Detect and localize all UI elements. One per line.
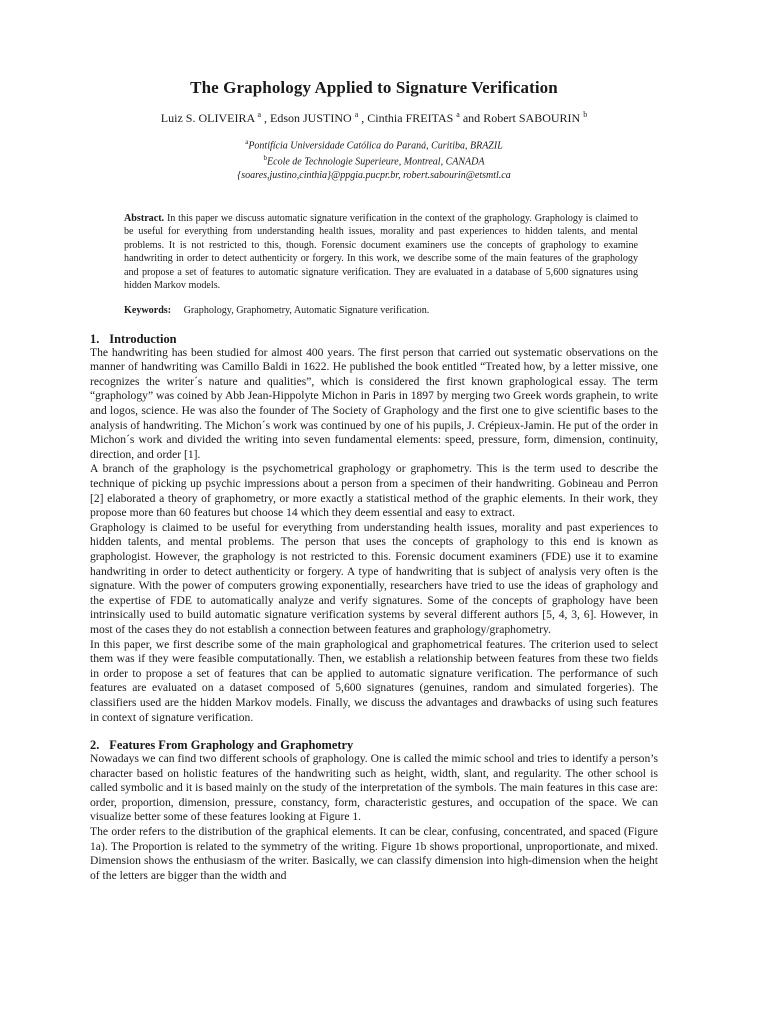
keywords-label: Keywords: (124, 304, 172, 316)
author-affil-mark: a (354, 110, 359, 119)
affiliation-line (90, 136, 658, 152)
keywords (124, 305, 638, 316)
author-name: Robert SABOURIN (483, 111, 581, 125)
author-name: Edson JUSTINO (270, 111, 352, 125)
affiliation-mark: a (245, 138, 249, 146)
abstract-text: In this paper we discuss automatic signature verification in the context of the graphology. Graphology is claimed to be useful for everything from understanding health issues, morality and past experiences to hidden talents, and mental problems. It is not restricted to this, though. Forensic document examiners use the concepts of graphology to examine handwriting in order to detect authenticity or forgery. In this work, we describe some of the main features of the graphology and propose a set of features to automatic signature verification. They are evaluated in a database of 5,600 signatures using hidden Markov models. (124, 212, 638, 292)
author-list (90, 110, 658, 126)
section-title: Introduction (109, 331, 177, 346)
abstract-label: Abstract. (124, 212, 165, 224)
affiliations (90, 136, 658, 182)
author-name: Luiz S. OLIVEIRA (160, 111, 255, 125)
body-paragraph: The handwriting has been studied for almost 400 years. The first person that carried out systematic observations on the manner of handwriting was Camillo Baldi in 1622. He published the book entitled “Treated how, by a letter missive, one recognizes the writer´s nature and qualities”, which is considered the first known graphological essay. The term “graphology” was coined by Abb Jean-Hippolyte Michon in Paris in 1897 by merging two Greek words graphein, to write and logos, science. He was also the founder of The Society of Graphology and the first one to give scientific bases to the analysis of handwriting. The Michon´s work was continued by one of his pupils, J. Crépieux-Jamin. He put of the order in Michon´s work and divided the writing into seven fundamental elements: speed, pressure, form, dimension, continuity, direction, and order [1]. (90, 345, 658, 461)
body-paragraph: In this paper, we first describe some of the main graphological and graphometrical features. The criterion used to select them was if they were feasible computationally. Then, we establish a relationship between features from these two fields in order to propose a set of features that can be applied to automatic signature verification. The performance of such features are evaluated on a dataset composed of 5,600 signatures (genuines, random and simulated forgeries). The classifiers used are the hidden Markov models. Finally, we discuss the advantages and drawbacks of using such features in context of signature verification. (90, 637, 658, 724)
section-heading-introduction (90, 332, 658, 346)
body-paragraph: A branch of the graphology is the psychometrical graphology or graphometry. This is the term used to describe the technique of picking up psychic impressions about a person from a specimen of their handwriting. Gobineau and Perron [2] elaborated a theory of graphometry, or more exactly a statistical method of the graphic elements. In their work, they propose more than 60 features but choose 14 which they deem essential and easy to extract. (90, 462, 658, 520)
author-affil-mark: b (583, 110, 588, 119)
affiliation-text: Ecole de Technologie Superieure, Montreal, CANADA (267, 156, 485, 168)
body-paragraph: Nowadays we can find two different schools of graphology. One is called the mimic school and tries to identify a person’s character based on holistic features of the handwriting such as height, width, slant, and regularity. The other school is called symbolic and it is based mainly on the study of the interpretation of the symbols. The main features in this case are: order, proportion, dimension, pressure, constancy, form, characteristic gestures, and occupation of the space. We can visualize better some of these features looking at Figure 1. (90, 752, 658, 824)
affiliation-line (90, 152, 658, 168)
affiliation-mark: b (263, 154, 268, 163)
section-number: 1. (90, 331, 100, 346)
section-title: Features From Graphology and Graphometry (109, 738, 354, 753)
keywords-text: Graphology, Graphometry, Automatic Signature verification. (183, 304, 430, 316)
author-separator: and (459, 111, 484, 125)
paper-title: The Graphology Applied to Signature Verification (190, 78, 558, 97)
author-separator: , (358, 111, 368, 125)
affiliation-text: Pontifícia Universidade Católica do Paraná, Curitiba, BRAZIL (248, 140, 503, 152)
author-name: Cinthia FREITAS (367, 111, 454, 125)
section-heading-features (90, 738, 658, 752)
section-number: 2. (90, 738, 100, 753)
author-separator: , (261, 111, 271, 125)
author-emails: {soares,justino,cinthia}@ppgia.pucpr.br, robert.sabourin@etsmtl.ca (237, 169, 511, 181)
author-affil-mark: a (456, 110, 460, 119)
body-paragraph: The order refers to the distribution of the graphical elements. It can be clear, confusing, concentrated, and spaced (Figure 1a). The Proportion is related to the symmetry of the writing. Figure 1b shows proportional, unproportionate, and mixed. Dimension shows the enthusiasm of the writer. Basically, we can classify dimension into high-dimension when the height of the letters are bigger than the width and (90, 825, 658, 882)
author-affil-mark: a (257, 110, 262, 119)
body-paragraph: Graphology is claimed to be useful for everything from understanding health issues, morality and past experiences to hidden talents, and mental problems. The person that uses the concepts of graphology to this end is known as graphologist. However, the graphology is not restricted to this. Forensic document examiners (FDE) use it to examine handwriting in order to detect authenticity or forgery. A type of handwriting that is subject of analysis very often is the signature. With the power of computers growing exponentially, researchers have tried to use the ideas of graphology and the expertise of FDE to automatically analyze and verify signatures. Some of the concepts of graphology have been intrinsically used to build automatic signature verification systems by several different authors [5, 4, 3, 6]. However, in most of the cases they do not establish a connection between features and graphology/graphometry. (90, 520, 658, 636)
abstract (124, 212, 638, 293)
